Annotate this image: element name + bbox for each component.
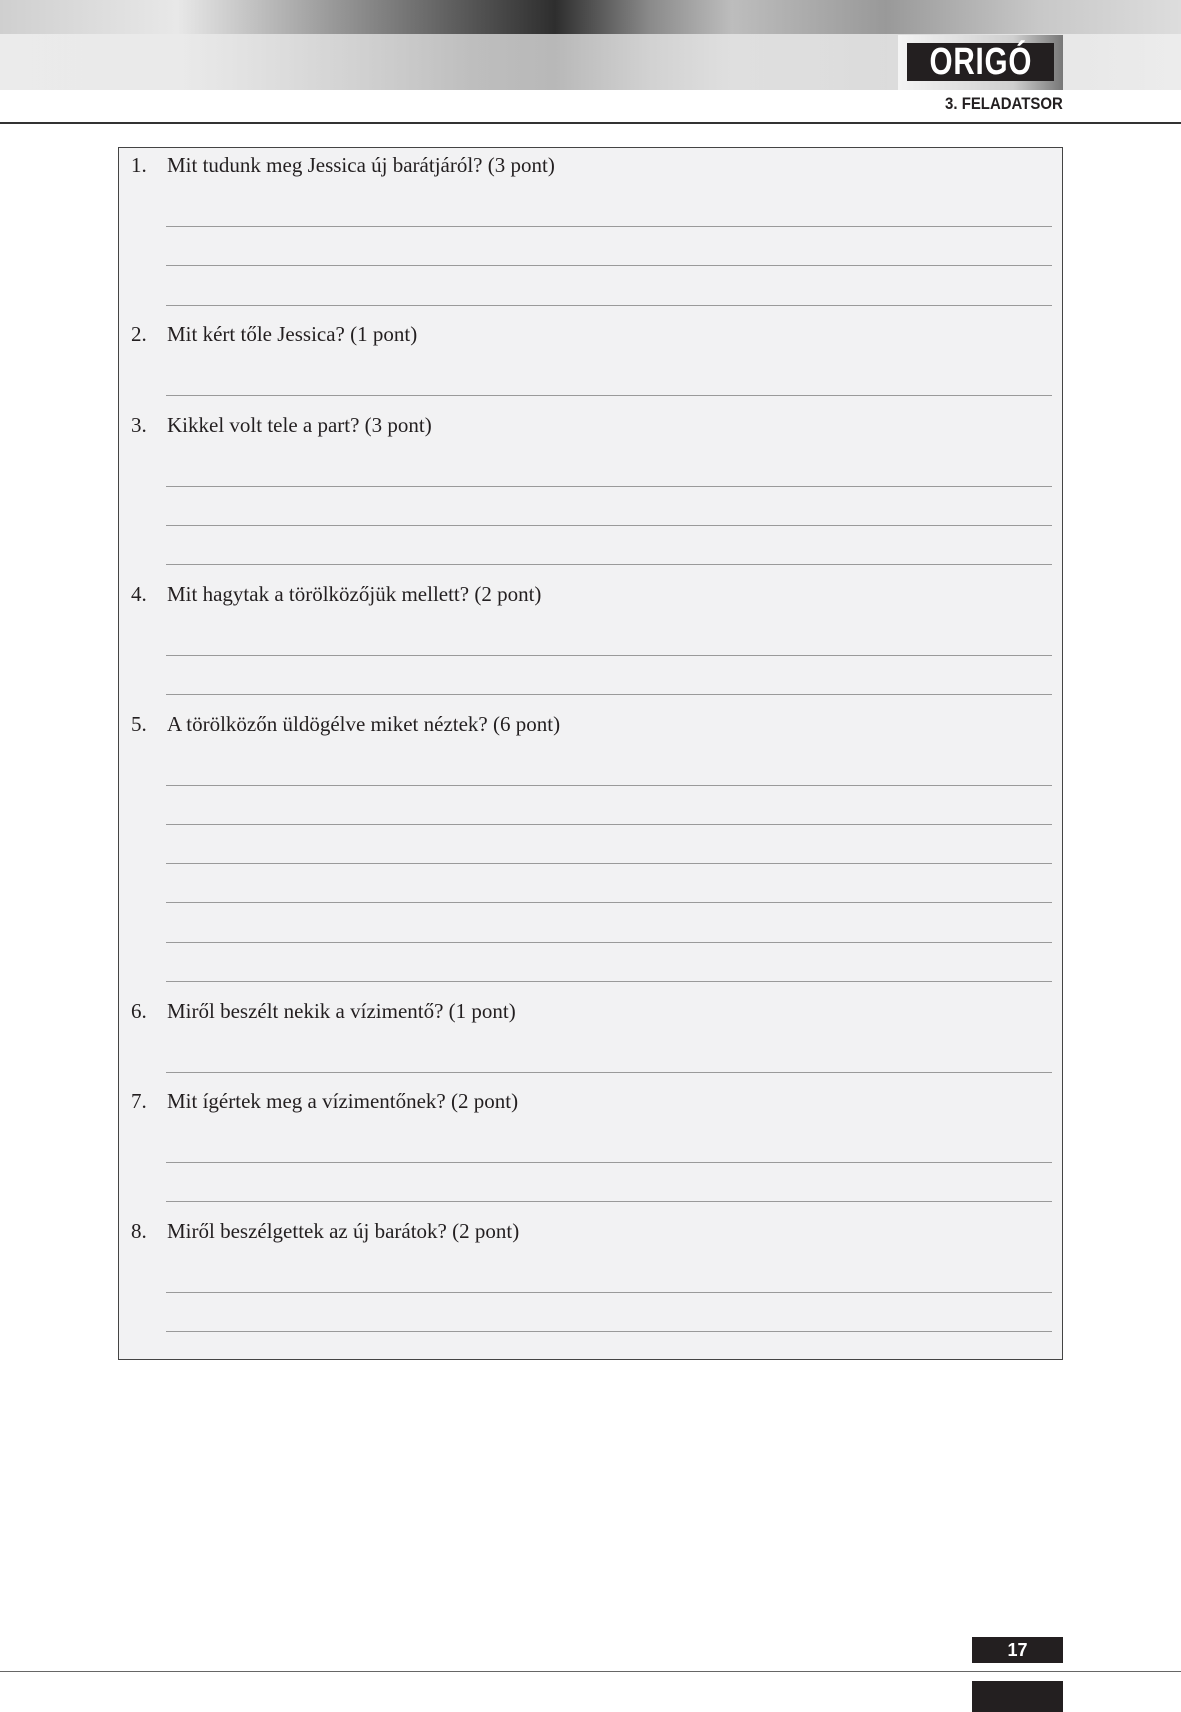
- answer-line[interactable]: [166, 785, 1052, 786]
- question-text: A törölközőn üldögélve miket néztek? (6 pont): [167, 711, 561, 736]
- answer-line[interactable]: [166, 655, 1052, 656]
- answer-line[interactable]: [166, 1292, 1052, 1293]
- answer-line[interactable]: [166, 902, 1052, 903]
- question-text: Kikkel volt tele a part? (3 pont): [167, 412, 432, 437]
- section-title: 3. FELADATSOR: [945, 94, 1063, 113]
- question-number: 3.: [131, 412, 147, 437]
- origo-logo: ORIGÓ: [907, 43, 1054, 81]
- answer-line[interactable]: [166, 981, 1052, 982]
- question-box: [118, 147, 1063, 1360]
- answer-line[interactable]: [166, 1201, 1052, 1202]
- answer-line[interactable]: [166, 265, 1052, 266]
- answer-line[interactable]: [166, 305, 1052, 306]
- answer-line[interactable]: [166, 525, 1052, 526]
- footer-divider: [0, 1671, 1181, 1672]
- question-number: 6.: [131, 998, 147, 1023]
- page-number: 17: [972, 1637, 1063, 1663]
- question-number: 7.: [131, 1089, 147, 1113]
- answer-line[interactable]: [166, 1162, 1052, 1163]
- question-number: 2.: [131, 322, 147, 347]
- answer-line[interactable]: [166, 1072, 1052, 1073]
- answer-line[interactable]: [166, 395, 1052, 396]
- question-number: 4.: [131, 581, 147, 606]
- answer-line[interactable]: [166, 863, 1052, 864]
- answer-line[interactable]: [166, 1331, 1052, 1332]
- question-number: 5.: [131, 711, 147, 736]
- footer-block: [972, 1681, 1063, 1712]
- question-number: 1.: [131, 153, 147, 177]
- answer-line[interactable]: [166, 824, 1052, 825]
- question-text: Mit hagytak a törölközőjük mellett? (2 pont): [167, 581, 542, 606]
- question-number: 8.: [131, 1218, 147, 1243]
- question-text: Miről beszélt nekik a vízimentő? (1 pont): [167, 998, 516, 1023]
- question-text: Mit kért tőle Jessica? (1 pont): [167, 322, 418, 347]
- answer-line[interactable]: [166, 564, 1052, 565]
- answer-line[interactable]: [166, 226, 1052, 227]
- question-text: Mit tudunk meg Jessica új barátjáról? (3 pont): [167, 153, 555, 177]
- question-text: Mit ígértek meg a vízimentőnek? (2 pont): [167, 1089, 519, 1113]
- answer-line[interactable]: [166, 942, 1052, 943]
- header-divider: [0, 122, 1181, 124]
- answer-line[interactable]: [166, 486, 1052, 487]
- answer-line[interactable]: [166, 694, 1052, 695]
- question-text: Miről beszélgettek az új barátok? (2 pont): [167, 1218, 520, 1243]
